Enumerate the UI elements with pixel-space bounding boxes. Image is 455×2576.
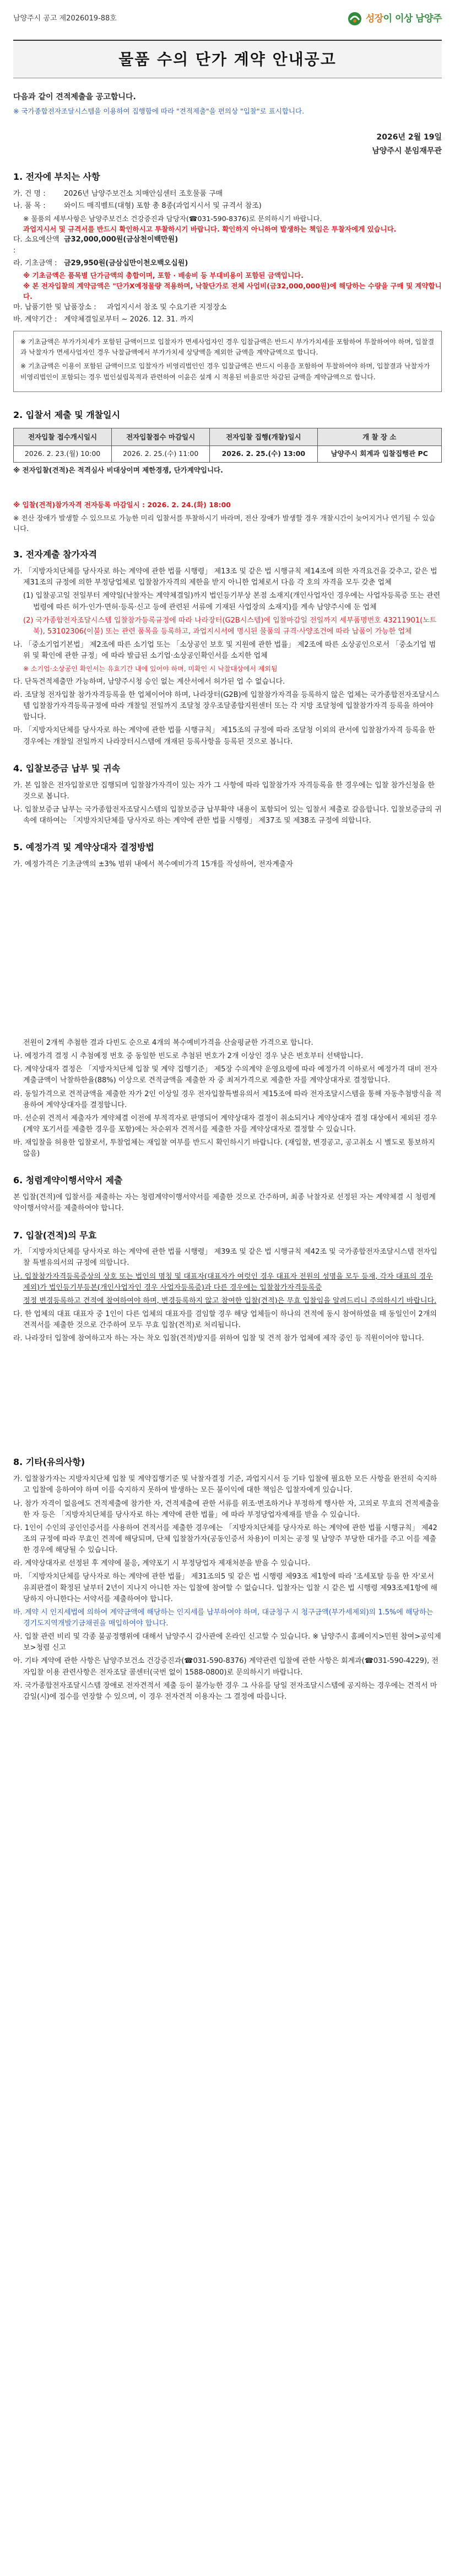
row-value: 금29,950원(금삼십만이천오백오십원)	[64, 259, 188, 267]
after-table-note: ※ 전자입찰(견적)은 적격심사 비대상이며 제한경쟁, 단가계약입니다.	[13, 465, 223, 474]
price-item: 다. 계약상대자 결정은 「지방자치단체 입찰 및 계약 집행기준」 제5장 수의계약 운영요령에 따라 예정가격 이하로서 예정가격 대비 전자계출금액이 낙찰하한율(88%) 이상으로 견적금액을 제출한 자 중 최저가격으로 제출한 자를 계약상대자로 결정합니다.	[13, 1065, 438, 1085]
row-key: 마. 납품기한 및 납품장소 :	[13, 303, 96, 312]
misc-item: 나. 참가 자격이 없음에도 견적제출에 참가한 자, 견적제출에 관한 서류를 위조·변조하거나 부정하게 행사한 자, 고의로 무효의 견적제출을 한 자 등은 「지방자치단체를 당사자로 하는 계약에 관한 법률」에 따라 부정당업자제재를 받을 수 있습니다.	[13, 1499, 440, 1519]
row-value: 과업지시서 참조 및 수요기관 지정장소	[107, 303, 227, 312]
qual-item: 라. 조달청 전자입찰 참가자격등록을 한 업체이어야 하며, 나라장터(G2B)에 입찰참가자격을 등록하지 않은 업체는 국가종합전자조달시스템 입찰참가자격등록규정에 따라 개찰일 전일까지 조달청 장우조달종합지원센터 또는 각 지방 조달청에 입찰참가자격 등록을 하여야 합니다.	[13, 691, 440, 722]
section-6-heading: 6. 청렴계약이행서약서 제출	[13, 1175, 123, 1186]
qual-item: 나. 「중소기업기본법」 제2조에 따른 소기업 또는 「소상공인 보호 및 지원에 관한 법률」 제2조에 따른 소상공인으로서 「중소기업 범위 및 확인에 관한 규정」에 따라 발급된 소기업·소상공인확인서를 소지한 업체	[13, 641, 436, 661]
section-4-heading: 4. 입찰보증금 납부 및 귀속	[13, 763, 121, 774]
row-key: 나. 품 목 :	[13, 202, 46, 211]
note-base: ※ 기초금액은 품목별 단가금액의 총합이며, 포함 · 배송비 등 부대비용이 포함된 금액입니다.	[23, 271, 304, 280]
qual-item: (1) 입찰공고일 전일부터 계약일(낙찰자는 계약체결일)까지 법인등기부상 본점 소재지(개인사업자인 경우에는 사업자등록증 또는 관련 법령에 따른 허가·인가·면허·등록·신고 등에 관련된 서류에 기재된 사업장의 소재지)를 계속 남양주시에 둔 업체	[23, 592, 441, 611]
table-row	[14, 446, 442, 463]
row-value: 2026년 남양주보건소 치매안심센터 조호물품 구매	[64, 190, 223, 198]
notice-org: 남양주시 분임재무관	[372, 147, 442, 156]
row-value: 금32,000,000원(금삼천이백만원)	[64, 235, 178, 244]
integrity-text: 본 입찰(견적)에 입찰서를 제출하는 자는 청렴계약이행서약서를 제출한 것으로 간주하며, 최종 낙찰자로 선정된 자는 계약체결 시 청렴계약이행서약서를 제출하여야 합니다.	[13, 1193, 436, 1213]
price-item: 가. 예정가격은 기초금액의 ±3% 범위 내에서 복수예비가격 15개를 작성하여, 전자계출자	[13, 860, 293, 868]
logo-text	[366, 12, 442, 26]
doc-number: 남양주시 공고 제2026019-88호	[13, 14, 117, 23]
misc-item: 사. 입찰 관련 비리 및 각종 불공정행위에 대해서 남양주시 감사관에 온라인 신고할 수 있습니다. ※ 남양주시 홈페이지>민원 참여>공익제보>청렴 신고	[13, 1633, 441, 1652]
deposit-item: 가. 본 입찰은 전자입찰로만 집행되며 입찰참가자격이 있는 자가 그 사항에 따라 입찰참가자 자격등록을 한 경우에는 입찰 참가신청을 한 것으로 봅니다.	[13, 781, 435, 801]
section-8-heading: 8. 기타(유의사항)	[13, 1457, 85, 1468]
deposit-item: 나. 입찰보증금 납부는 국가종합전자조달시스템의 입찰보증금 납부확약 내용이 포함되어 있는 입찰서 제출로 갈음합니다. 입찰보증금의 귀속에 대하여는 「지방자치단체를 당사자로 하는 계약에 관한 법률 시행령」 제37조 및 제38조 규정에 의합니다.	[13, 805, 442, 825]
date-block	[13, 131, 442, 158]
blank-area	[13, 870, 442, 1035]
invalid-item: 다. 한 업체의 대표 대표자 중 1인이 다른 업체의 대표자를 겸임할 경우 해당 업체들이 하나의 견적에 동시 참여하였을 때 동일인이 2개의 견적서를 제출한 것으로 간주하여 모두 무효 입찰(견적)로 처리됩니다.	[13, 1310, 437, 1330]
system-failure-note: ※ 전산 장애가 발생할 수 있으므로 가능한 미리 입찰서를 투찰하시기 바라며, 전산 장애가 발생할 경우 개찰시간이 늦어지거나 연기될 수 있습니다.	[13, 513, 436, 533]
row-key: 가. 건 명 :	[13, 190, 46, 198]
section-1-rows	[13, 189, 442, 325]
price-item: 나. 예정가격 결정 시 추첨예정 번호 중 동일한 빈도로 추첨된 번호가 2개 이상인 경우 낮은 번호부터 선택합니다.	[13, 1052, 364, 1061]
logo-text-b: 이 이상	[383, 13, 413, 24]
qual-item: 다. 단독견적제출만 가능하며, 남양주시청 승인 없는 계산서에서 허가된 업 수 없습니다.	[13, 677, 285, 686]
col-close: 전자입찰접수 마감일시	[112, 428, 210, 446]
row-period	[13, 314, 442, 325]
row-value: 와이드 매직벨트(대형) 포함 총 8종(과업지시서 및 규격서 참조)	[64, 202, 262, 211]
row-key: 바. 계약기간 :	[13, 315, 57, 324]
schedule-table	[13, 428, 442, 463]
row-key: 라. 기초금액 :	[13, 259, 57, 267]
section-2-heading: 2. 입찰서 제출 및 개찰일시	[13, 409, 121, 420]
intro-note: ※ 국가종합전자조달시스템을 이용하여 집행함에 따라 "견적제출"을 편의상 "입찰"로 표시합니다.	[13, 106, 305, 115]
misc-item: 다. 1인이 수인의 공인인증서를 사용하여 견적서를 제출한 경우에는 「지방자치단체를 당사자로 하는 계약에 관한 법률 시행규칙」 제42조의 규정에 따라 무효인 견적에 해당되며, 단체 입찰참가자(공동인증서 차용)이 미치는 공정 및 남양주 부당한 대가를 주고 이를 제출한 경우에 해당될 수 있습니다.	[13, 1523, 437, 1555]
row-key: 다. 소요예산액 :	[13, 235, 59, 255]
row-note-contact	[13, 213, 442, 224]
price-item: 마. 선순위 견적서 제출자가 계약체결 이전에 부적격자로 판명되어 계약상대자 결정이 취소되거나 계약상대자 결정 대상에서 제외된 경우(계약 포기서를 제출한 경우를 포함)에는 차순위자 견적서를 제출한 자를 계약상대자로 결정할 수 있습니다.	[13, 1114, 437, 1134]
row-delivery	[13, 302, 442, 313]
price-item: 라. 동일가격으로 견적금액을 제출한 자가 2인 이상일 경우 전자입찰특별유의서 제15조에 따라 전자조달시스템을 통해 자동추첨방식을 적용하여 계약상대자를 결정합니다.	[13, 1090, 442, 1109]
qual-item: (2) 국가종합전자조달시스템 입찰참가등록규정에 따라 나라장터(G2B시스템)에 입찰마감일 전일까지 세부품명번호 43211901(노트북), 53102306(이불) 또는 관련 품목을 등록하고, 과업지시서에 명시된 물품의 규격·사양조건에 따라 납품이 가능한 업체	[23, 616, 437, 636]
note-unit: ※ 본 전자입찰의 계약금액은 "단가X예정물량 적용하며, 낙찰단가로 전체 사업비(금32,000,000원)에 해당하는 수량을 구매 및 계약합니다.	[23, 282, 442, 301]
price-item: 전원이 2개씩 추첨한 결과 다빈도 순으로 4개의 복수예비가격을 산술평균한 가격으로 합니다.	[23, 1039, 313, 1048]
col-open: 전자입찰 접수개시일시	[14, 428, 112, 446]
misc-item: 라. 계약상대자로 선정된 후 계약에 불응, 계약포기 시 부정당업자 제재처분을 받을 수 있습니다.	[13, 1559, 311, 1568]
row-note-unit	[13, 281, 442, 302]
registration-deadline-note: ※ 입찰(견적)참가자격 전자등록 마감일시 : 2026. 2. 24.(화) 18:00	[13, 501, 231, 509]
cell-exec: 2026. 2. 25.(수) 13:00	[210, 446, 317, 463]
cell-open: 2026. 2. 23.(월) 10:00	[14, 446, 112, 463]
row-value: 계약체결일로부터 ~ 2026. 12. 31. 까지	[64, 315, 194, 324]
price-item: 바. 재입찰을 허용한 입찰로서, 투찰업체는 재입찰 여부를 반드시 확인하시기 바랍니다. (재입찰, 변경공고, 공고취소 시 별도로 통보하지 않음)	[13, 1139, 435, 1158]
vat-note: ※ 기초금액은 부가가치세가 포함된 금액이므로 입찰자가 면세사업자인 경우 입찰금액은 반드시 부가가치세를 포함하여 투찰하여야 하며, 입찰결과 낙찰자가 면세사업자인 경우 낙찰금액에서 부가가치세 상당액을 제외한 금액을 계약금액으로 합니다.	[20, 338, 435, 357]
row-note-base	[13, 270, 442, 281]
invalid-item: 나. 입찰참가자격등록증상의 상호 또는 법인의 명칭 및 대표자(대표자가 여럿인 경우 대표자 전원의 성명을 모두 등재, 각자 대표의 경우 제외)가 법인등기부등본(개인사업자인 경우 사업자등록증)과 다른 경우에는 입찰참가자격등록증	[13, 1272, 433, 1292]
header	[13, 0, 442, 30]
logo-text-a: 성장	[365, 13, 383, 24]
title-box	[13, 40, 442, 78]
col-place: 개 찰 장 소	[317, 428, 442, 446]
row-item-name	[13, 189, 442, 200]
col-exec: 전자입찰 집행(개찰)일시	[210, 428, 317, 446]
note-contact: ※ 물품의 세부사항은 남양주보건소 건강증진과 담당자(☎031-590-8376)로 문의하시기 바랍니다.	[23, 214, 322, 223]
qual-item: 마. 「지방자치단체를 당사자로 하는 계약에 관한 법률 시행규칙」 제15조의 규정에 따라 조달청 이외의 관서에 입찰참가자격 등록을 한 경우에는 개찰일 전일까지 나라장터시스템에 개재된 등록사항을 등록된 것으로 봅니다.	[13, 726, 435, 746]
row-budget	[13, 234, 442, 256]
misc-item: 마. 「지방자치단체를 당사자로 하는 계약에 관한 법률」 제31조의5 및 같은 법 시행령 제93조 제1항에 따라 '조세포탈 등을 한 자'로서 유죄판결이 확정된 날부터 2년이 지나지 아니한 자는 입찰에 참여할 수 없습니다. 입찰자는 입찰 시 같은 법 시행령 제93조제1항에 해당하지 아니한다는 서약서를 제출하여야 합니다.	[13, 1573, 438, 1603]
invalid-item: 가. 「지방자치단체를 당사자로 하는 계약에 관한 법률 시행령」 제39조 및 같은 법 시행규칙 제42조 및 국가종합전자조달시스템 전자입찰 특별유의서의 규정에 의합니다.	[13, 1248, 437, 1268]
row-base-price	[13, 258, 442, 269]
misc-item: 아. 기타 계약에 관한 사항은 남양주보건소 건강증진과(☎031-590-8376) 계약관련 입찰에 관한 사항은 회계과(☎031-590-4229), 전자입찰 이용 관련사항은 전자조달 콜센터(국번 없이 1588-0800)로 문의하시기 바랍니다.	[13, 1657, 438, 1677]
intro-line: 다음과 같이 견적제출을 공고합니다.	[13, 93, 136, 101]
row-item-goods	[13, 201, 442, 212]
cell-close: 2026. 2. 25.(수) 11:00	[112, 446, 210, 463]
city-logo-icon	[347, 11, 362, 26]
misc-item: 바. 계약 시 인지세법에 의하여 계약금액에 해당하는 인지세를 납부하여야 하며, 대금청구 시 청구금액(부가세제외)의 1.5%에 해당하는 경기도지역개발기금채권을 매입하여야 합니다.	[13, 1608, 434, 1628]
misc-item: 가. 입찰참가자는 지방자치단체 입찰 및 계약집행기준 및 낙찰자결정 기준, 과업지시서 등 기타 입찰에 필요한 모든 사항을 완전히 숙지하고 입찰에 응하여야 하며 이를 숙지하지 못하여 발생하는 모든 불이익에 대한 책임은 입찰자에게 있습니다.	[13, 1475, 437, 1495]
qual-item: 가. 「지방자치단체를 당사자로 하는 계약에 관한 법률 시행령」 제13조 및 같은 법 시행규칙 제14조에 의한 자격요건을 갖추고, 같은 법 제31조의 규정에 의한 부정당업체로 입찰참가자격의 제한을 받지 아니한 업체로서 다음 각 호의 자격을 모두 갖춘 업체	[13, 567, 437, 587]
vat-notebox	[13, 331, 442, 392]
section-3-heading: 3. 전자계출 참가자격	[13, 549, 97, 560]
city-logo	[347, 11, 442, 26]
row-note-check	[13, 224, 442, 234]
section-7-heading: 7. 입찰(견적)의 무효	[13, 1230, 97, 1241]
section-5-heading: 5. 예정가격 및 계약상대자 결정방법	[13, 842, 154, 853]
profit-note: ※ 기초금액은 이용이 포함된 금액이므로 입찰자가 비영리법인인 경우 입찰금액은 반드시 이용을 포함하여 투찰하여야 하며, 입찰결과 낙찰자가 비영리법인이 포함되는 경우 법인설립목적과 관련하여 이윤은 설계 시 적용된 비율로만 차감된 금액을 계약금액으로 합니다.	[20, 362, 430, 381]
note-check: 과업지시서 및 규격서를 반드시 확인하시고 투찰하시기 바랍니다. 확인하지 아니하여 발생하는 책임은 투찰자에게 있습니다.	[23, 224, 397, 233]
blank-area	[13, 1344, 442, 1443]
invalid-item: 라. 나라장터 입찰에 참여하고자 하는 자는 착오 입찰(견적)방지를 위하여 입찰 및 견적 참가 업체에 제작 중인 등 직원이어야 합니다.	[13, 1334, 424, 1343]
misc-item: 자. 국가종합전자조달시스템 장애로 전자견적서 제출 등이 불가능한 경우 그 사유를 당일 전자조달시스템에 공지하는 경우에는 견적서 마감일(시)에 접수를 연장할 수 있으며, 이 경우 전자견적 이용자는 그 결정에 따릅니다.	[13, 1681, 437, 1701]
page-title: 물품 수의 단가 계약 안내공고	[118, 50, 337, 68]
schedule-header-row	[14, 428, 442, 446]
invalid-item: 정정 변경등록하고 견적에 참여하여야 하며, 변경등록하지 않고 참여한 입찰(견적)은 무효 입찰임을 알려드리니 주의하시기 바랍니다.	[23, 1296, 437, 1305]
notice-date: 2026년 2월 19일	[376, 133, 442, 142]
logo-text-c: 남양주	[415, 13, 442, 24]
section-1-heading: 1. 전자에 부치는 사항	[13, 171, 100, 183]
qual-item: ※ 소기업·소상공인 확인서는 유효기간 내에 있어야 하며, 미확인 시 낙찰대상에서 제외됨	[23, 665, 278, 673]
cell-place: 남양주시 회계과 입찰집행관 PC	[317, 446, 442, 463]
